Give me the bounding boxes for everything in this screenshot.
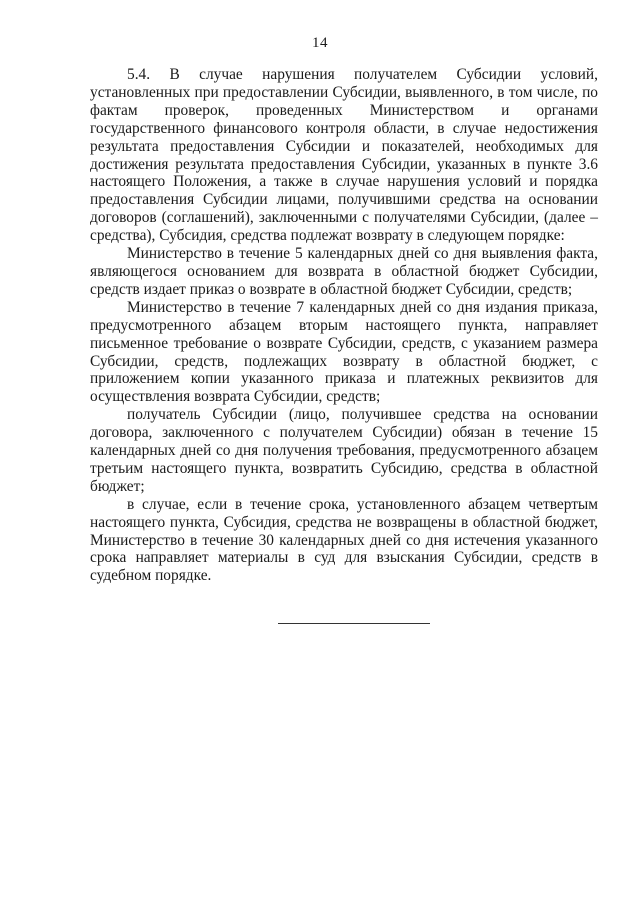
paragraph-demand-notice: Министерство в течение 7 календарных дней со дня издания приказа, предусмотренного абзацем вторым настоящего пункта, направляет письменное требование о возврате Субсидии, средств, с указанием размера Субсидии, средств, подлежащих возврату в областной бюджет, с приложением копии указанного приказа и платежных реквизитов для осуществления возврата Субсидии, средств;	[90, 298, 598, 406]
document-body	[90, 66, 598, 585]
page-number: 14	[312, 35, 328, 51]
paragraph-court-referral: в случае, если в течение срока, установленного абзацем четвертым настоящего пункта, Субсидия, средства не возвращены в областной бюджет, Министерство в течение 30 календарных дней со дня истечения указанного срока направляет материалы в суд для взыскания Субсидии, средств в судебном порядке.	[90, 495, 598, 585]
paragraph-order-issue: Министерство в течение 5 календарных дней со дня выявления факта, являющегося основанием для возврата в областной бюджет Субсидии, средств издает приказ о возврате в областной бюджет Субсидии, средств;	[90, 245, 598, 298]
paragraph-recipient-obligation: получатель Субсидии (лицо, получившее средства на основании договора, заключенного с получателем Субсидии) обязан в течение 15 календарных дней со дня получения требования, предусмотренного абзацем третьим настоящего пункта, возвратить Субсидию, средства в областной бюджет;	[90, 406, 598, 495]
end-separator-line	[278, 623, 430, 624]
paragraph-5-4: 5.4. В случае нарушения получателем Субсидии условий, установленных при предоставлении Субсидии, выявленного, в том числе, по фактам проверок, проведенных Министерством и органами государственного финансового контроля области, в случае недостижения результата предоставления Субсидии и показателей, необходимых для достижения результата предоставления Субсидии, указанных в пункте 3.6 настоящего Положения, а также в случае нарушения условий и порядка предоставления Субсидии лицами, получившими средства на основании договоров (соглашений), заключенными с получателями Субсидии, (далее – средства), Субсидия, средства подлежат возврату в следующем порядке:	[90, 66, 598, 245]
